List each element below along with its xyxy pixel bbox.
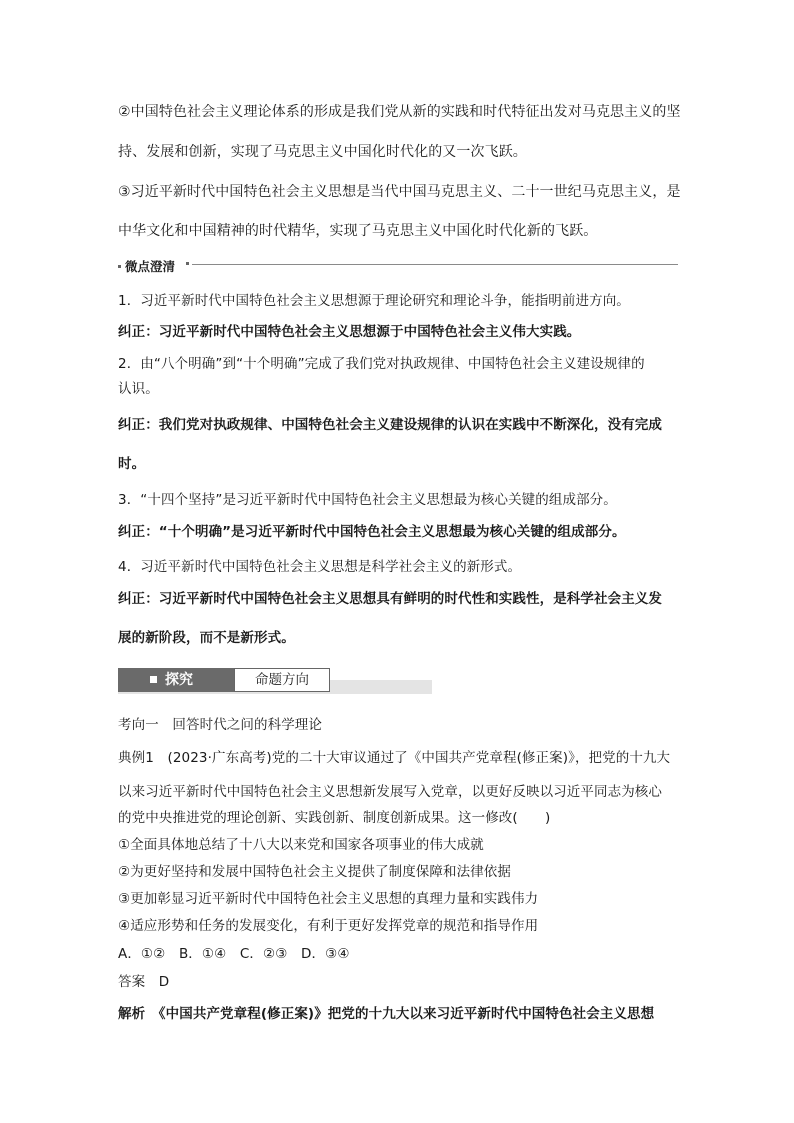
example-option-2: ②为更好坚持和发展中国特色社会主义提供了制度保障和法律依据 [118, 864, 512, 880]
clarify-item-2-line-2: 认识。 [118, 381, 159, 397]
intro-point-2-line-2: 持、发展和创新，实现了马克思主义中国化时代化的又一次飞跃。 [118, 144, 527, 160]
clarify-title-text: 微点澄清 [125, 259, 176, 274]
clarify-item-1: 1．习近平新时代中国特色社会主义思想源于理论研究和理论斗争，能指明前进方向。 [118, 293, 630, 309]
intro-point-2-line-1: ②中国特色社会主义理论体系的形成是我们党从新的实践和时代特征出发对马克思主义的坚 [118, 104, 681, 120]
clarify-correction-2-line-2: 时。 [118, 456, 146, 472]
direction-heading: 考向一 回答时代之问的科学理论 [118, 717, 322, 733]
clarify-section-divider [118, 257, 678, 274]
clarify-correction-2-line-1: 纠正：我们党对执政规律、中国特色社会主义建设规律的认识在实践中不断深化，没有完成 [118, 417, 662, 433]
square-bullet-icon [150, 676, 157, 683]
square-bullet-icon [186, 262, 189, 265]
clarify-correction-1: 纠正：习近平新时代中国特色社会主义思想源于中国特色社会主义伟大实践。 [118, 324, 581, 340]
clarify-item-2-line-1: 2．由“八个明确”到“十个明确”完成了我们党对执政规律、中国特色社会主义建设规律的 [118, 356, 645, 372]
example-question-line-3: 的党中央推进党的理论创新、实践创新、制度创新成果。这一修改( ) [118, 810, 551, 826]
tab-proposition-direction: 命题方向 [234, 668, 330, 692]
clarify-section-title [118, 257, 179, 275]
example-analysis: 解析 《中国共产党章程(修正案)》把党的十九大以来习近平新时代中国特色社会主义思想 [118, 1006, 655, 1022]
section-tab-bar [118, 668, 432, 694]
example-option-3: ③更加彰显习近平新时代中国特色社会主义思想的真理力量和实践伟力 [118, 891, 539, 907]
divider-line [192, 264, 678, 265]
example-answer: 答案 D [118, 974, 170, 990]
square-bullet-icon [118, 265, 121, 268]
clarify-item-3: 3．“十四个坚持”是习近平新时代中国特色社会主义思想最为核心关键的组成部分。 [118, 492, 617, 508]
clarify-correction-4-line-1: 纠正：习近平新时代中国特色社会主义思想具有鲜明的时代性和实践性，是科学社会主义发 [118, 591, 662, 607]
example-option-4: ④适应形势和任务的发展变化，有利于更好发挥党章的规范和指导作用 [118, 918, 539, 934]
example-question-line-1: 典例1 (2023·广东高考)党的二十大审议通过了《中国共产党章程(修正案)》，把党的十九大 [118, 750, 671, 766]
clarify-correction-3: 纠正：“十个明确”是习近平新时代中国特色社会主义思想最为核心关键的组成部分。 [118, 524, 626, 540]
tab-explore-label: 探究 [165, 672, 193, 688]
intro-point-3-line-1: ③习近平新时代中国特色社会主义思想是当代中国马克思主义、二十一世纪马克思主义，是 [118, 184, 681, 200]
example-choices: A．①② B．①④ C．②③ D．③④ [118, 946, 350, 962]
intro-point-3-line-2: 中华文化和中国精神的时代精华，实现了马克思主义中国化时代化新的飞跃。 [118, 223, 598, 239]
example-question-line-2: 以来习近平新时代中国特色社会主义思想新发展写入党章，以更好反映以习近平同志为核心 [118, 784, 662, 800]
clarify-correction-4-line-2: 展的新阶段，而不是新形式。 [118, 630, 295, 646]
example-option-1: ①全面具体地总结了十八大以来党和国家各项事业的伟大成就 [118, 837, 484, 853]
clarify-item-4: 4．习近平新时代中国特色社会主义思想是科学社会主义的新形式。 [118, 559, 522, 575]
tab-explore [118, 668, 234, 692]
